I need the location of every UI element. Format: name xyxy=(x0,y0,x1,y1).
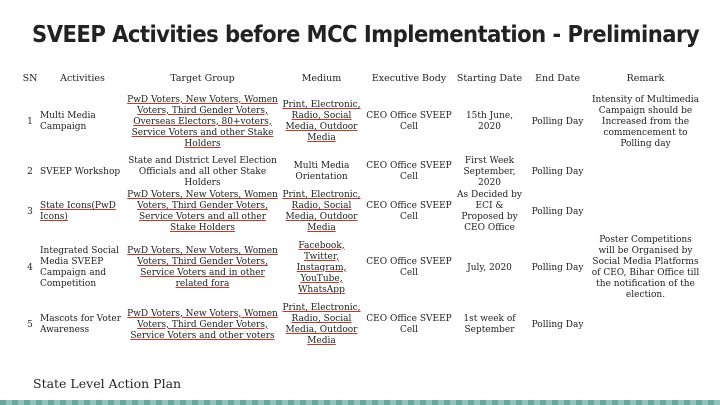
row2-starting-date: First Week September, 2020 xyxy=(463,155,516,188)
row1-medium-text: Print, Electronic, Radio, Social Media, Outdoor Media xyxy=(282,100,361,143)
row5-target-group xyxy=(125,301,280,349)
header-end-date: End Date xyxy=(535,72,580,84)
row1-target-group-text: PwD Voters, New Voters, Women Voters, Third Gender Voters, Overseas Electors, 80+voters, Service Voters and other Stake Holders xyxy=(127,94,278,149)
row3-starting-date: As Decided by ECI & Proposed by CEO Office xyxy=(457,190,522,233)
row2-end-date: Polling Day xyxy=(531,166,584,177)
header-medium: Medium xyxy=(301,72,342,84)
row4-target-group-text: PwD Voters, New Voters, Women Voters, Third Gender Voters, Service Voters and in other related fora xyxy=(127,246,278,289)
header-remark: Remark xyxy=(626,72,665,84)
row1-end-date: Polling Day xyxy=(531,116,584,127)
row3-executive-body: CEO Office SVEEP Cell xyxy=(366,201,452,222)
row2-remark xyxy=(591,155,700,189)
row3-medium xyxy=(280,189,363,235)
row5-sn: 5 xyxy=(27,319,33,330)
row5-executive-body: CEO Office SVEEP Cell xyxy=(366,314,452,335)
row4-remark: Poster Competitions will be Organised by Social Media Platforms of CEO, Bihar Office till the notification of the election. xyxy=(591,235,700,300)
row1-medium xyxy=(280,89,363,155)
row4-medium xyxy=(280,235,363,301)
row5-starting-date: 1st week of September xyxy=(463,314,516,335)
row1-target-group xyxy=(125,89,280,155)
row4-starting-date: July, 2020 xyxy=(467,262,512,273)
row3-activity-text: State Icons(PwD Icons) xyxy=(40,201,116,222)
row2-sn: 2 xyxy=(27,166,33,177)
row3-target-group-text: PwD Voters, New Voters, Women Voters, Third Gender Voters, Service Voters and all other Stake Holders xyxy=(127,190,278,233)
row5-medium-text: Print, Electronic, Radio, Social Media, Outdoor Media xyxy=(282,303,361,346)
row2-target-group: State and District Level Election Officials and all other Stake Holders xyxy=(128,155,277,188)
row4-target-group xyxy=(125,235,280,301)
row1-starting-date: 15th June, 2020 xyxy=(465,111,514,132)
row5-remark xyxy=(591,301,700,349)
row1-sn: 1 xyxy=(27,116,33,127)
row3-target-group xyxy=(125,189,280,235)
page-title: SVEEP Activities before MCC Implementation - Preliminary xyxy=(32,22,700,48)
row1-remark: Intensity of Multimedia Campaign should be Increased from the commencement to Polling day xyxy=(591,94,699,149)
row5-target-group-text: PwD Voters, New Voters, Women Voters, Third Gender Voters, Service Voters and other voters xyxy=(127,308,278,341)
footer-caption: State Level Action Plan xyxy=(33,376,182,391)
row5-medium xyxy=(280,301,363,349)
row3-sn: 3 xyxy=(27,206,33,217)
row1-executive-body: CEO Office SVEEP Cell xyxy=(366,111,452,132)
row3-end-date: Polling Day xyxy=(531,206,584,217)
activities-table xyxy=(20,67,700,349)
row5-end-date: Polling Day xyxy=(531,319,584,330)
header-starting-date: Starting Date xyxy=(456,72,523,84)
header-activities: Activities xyxy=(60,72,105,84)
row4-executive-body: CEO Office SVEEP Cell xyxy=(366,257,452,278)
bottom-decorative-bar xyxy=(0,400,720,405)
header-executive-body: Executive Body xyxy=(371,72,447,84)
row1-activity: Multi Media Campaign xyxy=(40,111,96,132)
row4-end-date: Polling Day xyxy=(531,262,584,273)
row2-executive-body: CEO Office SVEEP Cell xyxy=(366,161,452,182)
row2-medium: Multi Media Orientation xyxy=(293,161,350,182)
header-sn: SN xyxy=(22,72,38,84)
row4-activity: Integrated Social Media SVEEP Campaign and Competition xyxy=(40,246,120,289)
row2-activity: SVEEP Workshop xyxy=(40,166,121,177)
row4-medium-text: Facebook, Twitter, Instagram, YouTube, WhatsApp xyxy=(296,240,347,295)
header-target-group: Target Group xyxy=(170,72,235,84)
row4-sn: 4 xyxy=(27,262,33,273)
row3-medium-text: Print, Electronic, Radio, Social Media, Outdoor Media xyxy=(282,190,361,233)
row3-activity xyxy=(40,189,125,235)
row5-activity: Mascots for Voter Awareness xyxy=(40,314,122,335)
row3-remark xyxy=(591,189,700,235)
